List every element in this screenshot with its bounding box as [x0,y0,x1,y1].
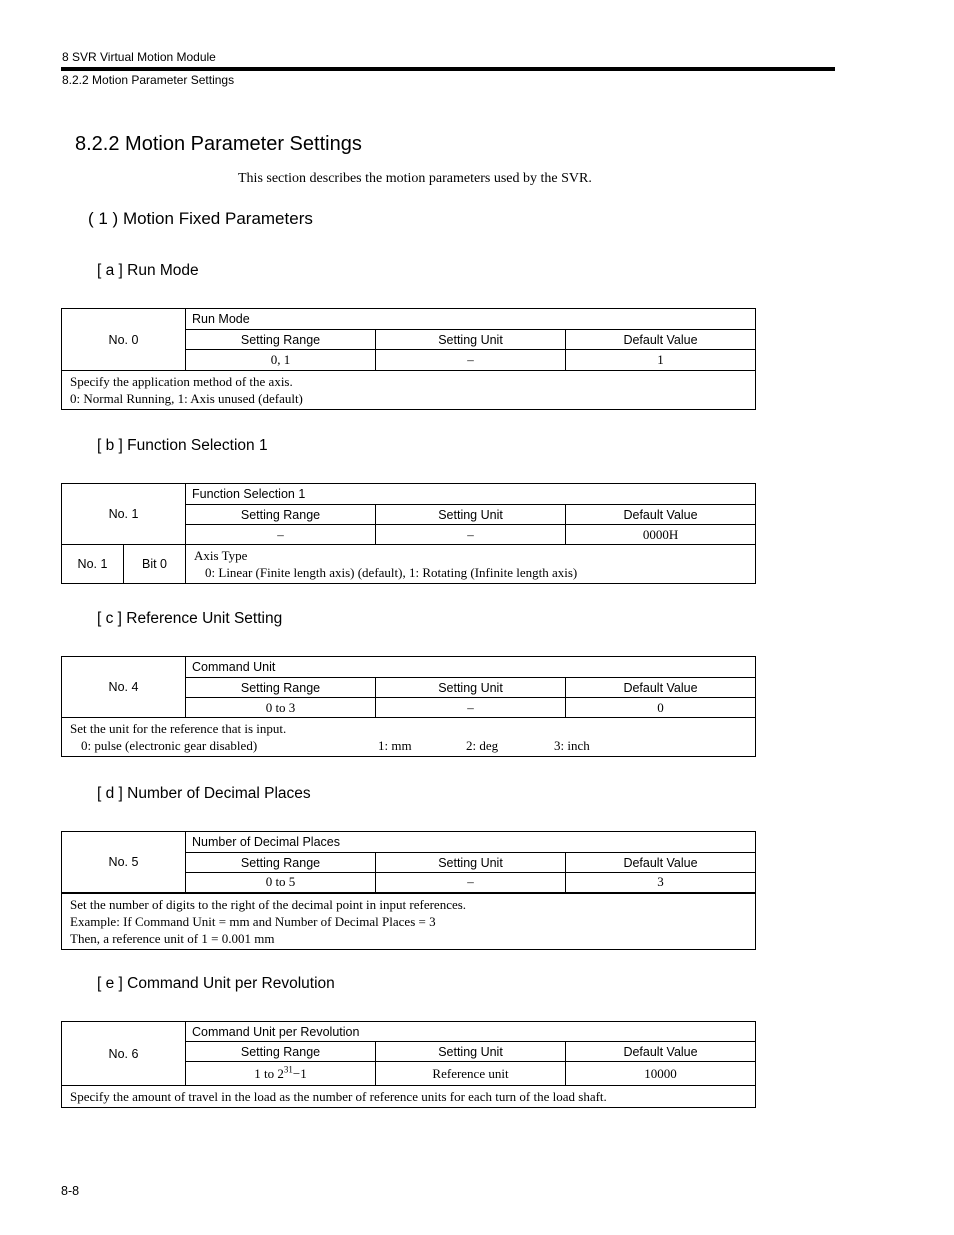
param-heading-decimal-places: [ d ] Number of Decimal Places [97,785,311,802]
param-description [62,893,756,950]
param-description [62,371,756,410]
page-number: 8-8 [61,1184,80,1198]
setting-unit-value: Reference unit [376,1062,566,1086]
intro-text: This section describes the motion parameters used by the SVR. [238,171,592,186]
setting-range-value: 0, 1 [186,350,376,371]
bit-description [186,545,756,584]
col-header-setting-range: Setting Range [186,853,376,873]
header-rule [61,67,835,71]
unit-option: 2: deg [466,738,499,753]
param-number: No. 0 [62,309,186,371]
col-header-default-value: Default Value [566,853,756,873]
param-heading-function-selection: [ b ] Function Selection 1 [97,437,268,454]
param-title: Run Mode [186,309,756,330]
param-title: Command Unit per Revolution [186,1022,756,1042]
col-header-default-value: Default Value [566,505,756,525]
param-heading-run-mode: [ a ] Run Mode [97,262,199,279]
section-heading: 8.2.2 Motion Parameter Settings [75,133,362,155]
description-line: Example: If Command Unit = mm and Number of Decimal Places = 3 [70,913,436,929]
setting-unit-value: – [376,350,566,371]
range-exponent: 31 [283,1064,293,1075]
param-table-command-unit [61,656,756,757]
running-header-section: 8.2.2 Motion Parameter Settings [62,73,235,87]
col-header-setting-range: Setting Range [186,330,376,350]
col-header-setting-range: Setting Range [186,505,376,525]
bit-param-number: No. 1 [62,545,124,584]
param-number: No. 5 [62,832,186,893]
unit-option: 1: mm [378,738,412,753]
col-header-setting-range: Setting Range [186,1042,376,1062]
param-number: No. 6 [62,1022,186,1086]
param-description [62,718,756,757]
unit-option: 0: pulse (electronic gear disabled) [81,738,258,753]
default-value: 0000H [566,525,756,545]
description-line: 0: Linear (Finite length axis) (default), 1: Rotating (Infinite length axis) [205,565,578,580]
param-title: Command Unit [186,657,756,678]
unit-options-line [70,737,747,754]
col-header-setting-unit: Setting Unit [376,853,566,873]
default-value: 0 [566,698,756,718]
default-value: 1 [566,350,756,371]
col-header-setting-unit: Setting Unit [376,678,566,698]
param-heading-reference-unit: [ c ] Reference Unit Setting [97,610,283,627]
range-base: 1 to 2 [254,1065,284,1081]
bit-number: Bit 0 [124,545,186,584]
setting-unit-value: – [376,873,566,893]
default-value: 3 [566,873,756,893]
description-line: Specify the amount of travel in the load as the number of reference units for each turn of the load shaft. [70,1089,607,1104]
param-title: Function Selection 1 [186,484,756,505]
setting-unit-value: – [376,698,566,718]
setting-range-value: 0 to 3 [186,698,376,718]
default-value: 10000 [566,1062,756,1086]
description-line: 0: Normal Running, 1: Axis unused (default) [70,391,303,406]
param-table-run-mode [61,308,756,410]
setting-unit-value: – [376,525,566,545]
col-header-setting-unit: Setting Unit [376,1042,566,1062]
unit-option: 3: inch [554,738,590,753]
param-number: No. 4 [62,657,186,718]
description-line: Axis Type [194,548,248,563]
col-header-setting-unit: Setting Unit [376,505,566,525]
setting-range-value [186,1062,376,1086]
description-line: Specify the application method of the axis. [70,374,293,389]
param-table-command-unit-per-revolution [61,1021,756,1108]
col-header-setting-unit: Setting Unit [376,330,566,350]
param-table-function-selection [61,483,756,584]
param-number: No. 1 [62,484,186,545]
range-suffix: −1 [292,1065,307,1081]
setting-range-value: – [186,525,376,545]
description-line: Set the unit for the reference that is input. [70,721,287,736]
param-table-decimal-places [61,831,756,950]
param-heading-command-unit-per-revolution: [ e ] Command Unit per Revolution [97,975,335,992]
running-header-chapter: 8 SVR Virtual Motion Module [62,50,216,64]
col-header-default-value: Default Value [566,330,756,350]
subsection-heading: ( 1 ) Motion Fixed Parameters [88,209,313,228]
param-description [62,1086,756,1108]
param-title: Number of Decimal Places [186,832,756,853]
col-header-setting-range: Setting Range [186,678,376,698]
description-line: Then, a reference unit of 1 = 0.001 mm [70,930,275,946]
setting-range-value: 0 to 5 [186,873,376,893]
col-header-default-value: Default Value [566,678,756,698]
description-line: Set the number of digits to the right of the decimal point in input references. [70,896,467,912]
col-header-default-value: Default Value [566,1042,756,1062]
